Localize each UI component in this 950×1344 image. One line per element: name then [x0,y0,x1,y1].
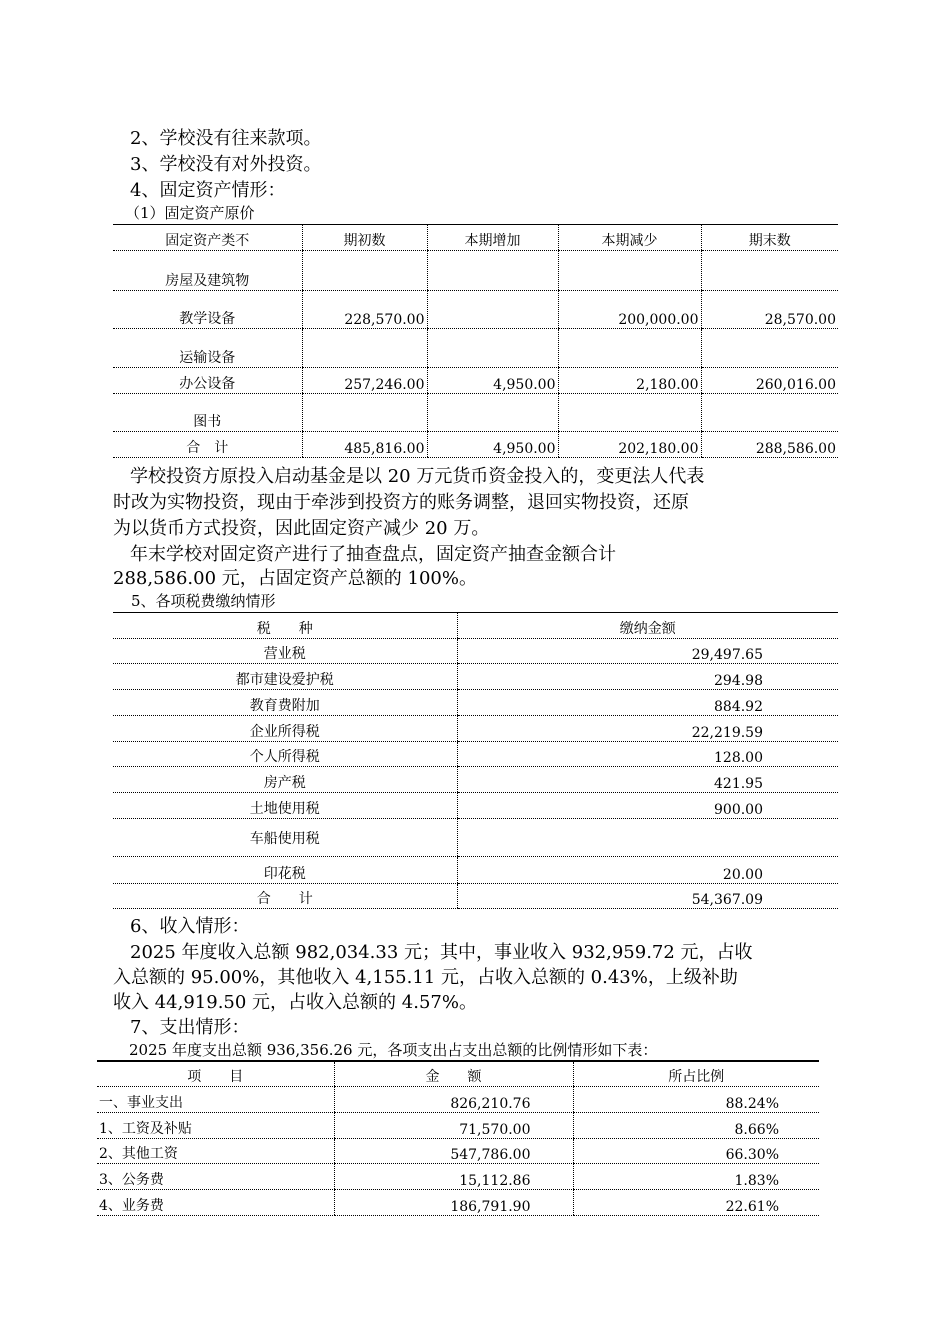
header-cell: 固定资产类不 [113,225,302,251]
expense-item-cell: 2、其他工资 [97,1138,334,1163]
tax-amount-cell: 128.00 [457,742,838,767]
value-cell [427,251,558,291]
table-header-row [113,613,838,639]
header-cell: 本期增加 [427,225,558,251]
expense-amount-cell: 186,791.90 [334,1189,573,1215]
expense-item-cell: 一、事业支出 [97,1086,334,1112]
value-cell: 202,180.00 [558,432,701,458]
header-cell: 期初数 [302,225,427,251]
tax-amount-cell: 884.92 [457,690,838,716]
fixed-assets-subtitle: （1）固定资产原价 [125,204,255,222]
expense-amount-cell: 15,112.86 [334,1163,573,1189]
value-cell: 288,586.00 [701,432,838,458]
tax-name-cell: 合 计 [113,884,457,909]
table-row [113,857,838,884]
tax-name-cell: 个人所得税 [113,742,457,767]
value-cell [302,251,427,291]
expense-ratio-cell: 88.24% [573,1086,819,1112]
value-cell [701,394,838,432]
expense-intro: 2025 年度支出总额 936,356.26 元，各项支出占支出总额的比例情形如下表： [129,1041,658,1059]
expense-ratio-cell: 8.66% [573,1112,819,1138]
value-cell [302,329,427,368]
value-cell [558,329,701,368]
tax-name-cell: 都市建设爱护税 [113,664,457,690]
table-row [97,1189,819,1215]
table-row [113,664,838,690]
table-row [113,291,838,329]
tax-amount-cell: 900.00 [457,793,838,819]
value-cell: 260,016.00 [701,368,838,394]
expense-item-cell: 4、业务费 [97,1189,334,1215]
line-4: 4、固定资产情形： [130,180,286,201]
tax-amount-cell: 22,219.59 [457,716,838,742]
header-cell: 缴纳金额 [457,613,838,639]
expense-item-cell: 3、公务费 [97,1163,334,1189]
table-row [113,368,838,394]
category-cell: 办公设备 [113,368,302,394]
tax-name-cell: 营业税 [113,639,457,664]
header-cell: 期末数 [701,225,838,251]
expense-amount-cell: 547,786.00 [334,1138,573,1163]
para2-line: 288,586.00 元，占固定资产总额的 100%。 [113,568,477,589]
value-cell: 200,000.00 [558,291,701,329]
income-line: 收入 44,919.50 元，占收入总额的 4.57%。 [113,992,477,1013]
tax-amount-cell [457,819,838,857]
table-row [113,690,838,716]
tax-name-cell: 印花税 [113,857,457,884]
para2-line: 年末学校对固定资产进行了抽查盘点，固定资产抽查金额合计 [130,544,616,565]
tax-amount-cell: 54,367.09 [457,884,838,909]
expense-ratio-cell: 1.83% [573,1163,819,1189]
table-row [113,793,838,819]
value-cell: 228,570.00 [302,291,427,329]
tax-amount-cell: 294.98 [457,664,838,690]
value-cell [701,251,838,291]
value-cell: 4,950.00 [427,432,558,458]
table-row [113,329,838,368]
expense-title: 7、支出情形： [130,1017,250,1038]
expense-amount-cell: 826,210.76 [334,1086,573,1112]
tax-name-cell: 教育费附加 [113,690,457,716]
expense-item-cell: 1、工资及补贴 [97,1112,334,1138]
value-cell [558,251,701,291]
table-row [97,1163,819,1189]
tax-name-cell: 土地使用税 [113,793,457,819]
table-row [97,1112,819,1138]
total-row [113,432,838,458]
total-row [113,884,838,909]
line-3: 3、学校没有对外投资。 [130,154,322,175]
expense-ratio-cell: 22.61% [573,1189,819,1215]
header-cell: 所占比例 [573,1061,819,1086]
value-cell [427,291,558,329]
income-line: 2025 年度收入总额 982,034.33 元；其中，事业收入 932,959.72 元，占收 [130,942,753,963]
value-cell: 2,180.00 [558,368,701,394]
category-cell: 教学设备 [113,291,302,329]
table-row [97,1086,819,1112]
tax-amount-cell: 29,497.65 [457,639,838,664]
table-row [113,742,838,767]
table-header-row [113,225,838,251]
value-cell: 257,246.00 [302,368,427,394]
fixed-assets-table [113,224,838,458]
para1-line: 时改为实物投资，现由于牵涉到投资方的账务调整，退回实物投资，还原 [113,492,689,513]
table-row [113,394,838,432]
header-cell: 项 目 [97,1061,334,1086]
table-row [97,1138,819,1163]
tax-table [113,612,838,909]
para1-line: 学校投资方原投入启动基金是以 20 万元货币资金投入的，变更法人代表 [130,466,705,487]
header-cell: 金 额 [334,1061,573,1086]
tax-amount-cell: 421.95 [457,767,838,793]
category-cell: 房屋及建筑物 [113,251,302,291]
category-cell: 运输设备 [113,329,302,368]
header-cell: 税 种 [113,613,457,639]
value-cell [558,394,701,432]
value-cell [427,329,558,368]
value-cell: 4,950.00 [427,368,558,394]
income-title: 6、收入情形： [130,916,250,937]
table-row [113,639,838,664]
value-cell [427,394,558,432]
category-cell: 合 计 [113,432,302,458]
table-row [113,819,838,857]
tax-amount-cell: 20.00 [457,857,838,884]
tax-name-cell: 企业所得税 [113,716,457,742]
tax-title: 5、各项税费缴纳情形 [131,592,276,610]
expense-ratio-cell: 66.30% [573,1138,819,1163]
table-row [113,716,838,742]
line-2: 2、学校没有往来款项。 [130,128,322,149]
value-cell [701,329,838,368]
income-line: 入总额的 95.00%，其他收入 4,155.11 元，占收入总额的 0.43%，上级补助 [113,967,738,988]
table-row [113,767,838,793]
tax-name-cell: 车船使用税 [113,819,457,857]
tax-name-cell: 房产税 [113,767,457,793]
category-cell: 图书 [113,394,302,432]
header-cell: 本期减少 [558,225,701,251]
para1-line: 为以货币方式投资，因此固定资产减少 20 万。 [113,518,490,539]
table-row [113,251,838,291]
value-cell [302,394,427,432]
expense-amount-cell: 71,570.00 [334,1112,573,1138]
value-cell: 485,816.00 [302,432,427,458]
table-header-row [97,1061,819,1086]
value-cell: 28,570.00 [701,291,838,329]
expense-table [97,1060,819,1216]
